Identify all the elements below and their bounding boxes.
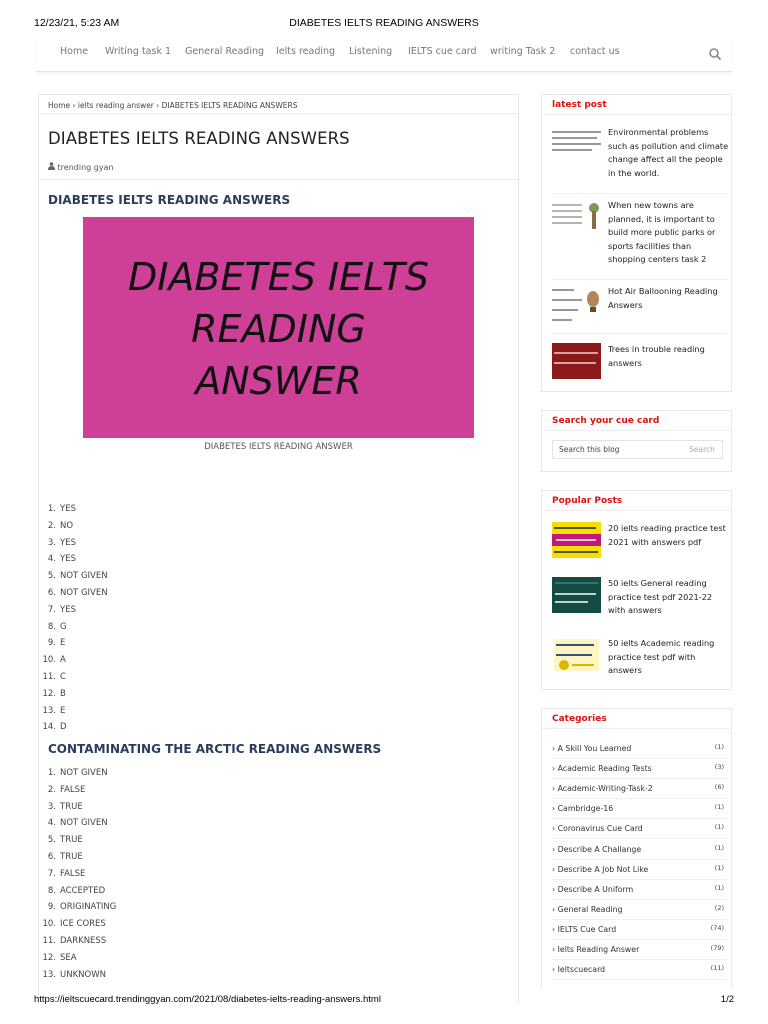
category-name[interactable] (552, 845, 641, 854)
hero-line-2: READING (191, 307, 366, 351)
category-name[interactable] (552, 764, 652, 773)
chevron-right-icon: › (552, 945, 558, 954)
category-label[interactable]: Describe A Uniform (557, 884, 634, 894)
answer-text: ORIGINATING (60, 902, 117, 913)
post-thumbnail[interactable] (552, 285, 601, 321)
print-title: DIABETES IELTS READING ANSWERS (289, 17, 479, 29)
divider (552, 333, 727, 334)
chevron-right-icon: › (552, 804, 558, 814)
answer-item (39, 919, 119, 936)
answer-number: 3. (47, 801, 56, 812)
latest-post-item[interactable] (552, 199, 727, 265)
category-label[interactable]: General Reading (557, 904, 623, 914)
category-item[interactable] (552, 900, 727, 920)
answer-number: 10. (42, 655, 56, 666)
answer-number: 6. (47, 587, 56, 598)
category-count: (1) (714, 823, 724, 832)
chevron-right-icon: › (552, 764, 558, 774)
category-item[interactable] (552, 920, 727, 940)
widget-title: Categories (552, 714, 607, 724)
category-item[interactable] (552, 779, 727, 799)
category-item[interactable] (552, 799, 727, 819)
answer-number: 12. (42, 688, 56, 699)
answer-text: ICE CORES (60, 919, 106, 930)
answer-text: E (60, 705, 66, 716)
answer-item (39, 768, 119, 785)
category-label[interactable]: A Skill You Learned (557, 744, 632, 753)
category-label[interactable]: Ieltscuecard (557, 965, 606, 975)
widget-title: latest post (552, 100, 607, 110)
post-title: DIABETES IELTS READING ANSWERS (48, 129, 350, 148)
answer-text: TRUE (60, 801, 83, 812)
nav-item-general-reading[interactable]: General Reading (185, 46, 265, 57)
category-label[interactable]: Academic Reading Tests (557, 764, 652, 774)
category-count: (1) (714, 803, 724, 812)
divider (39, 179, 518, 180)
popular-post-title[interactable]: 50 ielts Academic reading practice test pdf with answers (608, 638, 715, 676)
latest-post-item[interactable] (552, 285, 727, 325)
post-thumbnail[interactable] (552, 577, 601, 613)
answer-text: A (60, 655, 66, 666)
categories-widget (541, 708, 732, 988)
print-date: 12/23/21, 5:23 AM (34, 17, 120, 29)
latest-post-widget (541, 94, 732, 392)
category-name[interactable] (552, 965, 605, 974)
answer-item (39, 785, 119, 802)
answer-text: DARKNESS (60, 935, 107, 946)
answer-item (39, 970, 119, 987)
nav-item-home[interactable]: Home (60, 46, 89, 57)
category-label[interactable]: Cambridge-16 (557, 804, 614, 814)
category-count: (2) (714, 903, 724, 912)
search-form (552, 440, 723, 459)
popular-posts-widget (541, 490, 732, 690)
nav-item-listening[interactable]: Listening (349, 46, 393, 57)
hero-line-1: DIABETES IELTS (127, 255, 430, 299)
category-count: (79) (710, 944, 724, 952)
chevron-right-icon: › (552, 884, 558, 894)
nav-item-contact-us[interactable]: contact us (570, 46, 620, 57)
chevron-right-icon: › (552, 824, 558, 834)
answer-item (39, 538, 119, 555)
answer-number: 8. (47, 885, 56, 896)
answer-item (39, 902, 119, 919)
widget-title: Search your cue card (552, 416, 660, 426)
category-label[interactable]: Ielts Reading Answer (557, 945, 640, 954)
print-header (0, 17, 768, 31)
author-name[interactable]: trending gyan (57, 163, 114, 172)
category-item[interactable] (552, 860, 727, 880)
popular-post-item[interactable] (552, 637, 727, 679)
category-item[interactable] (552, 960, 727, 980)
popular-post-title[interactable]: 20 ielts reading practice test 2021 with answers pdf (608, 523, 726, 547)
answer-text: NOT GIVEN (60, 818, 108, 829)
answer-number: 12. (42, 952, 56, 963)
category-name[interactable] (552, 804, 613, 813)
latest-post-title[interactable]: Environmental problems such as pollution and climate change affect all the people in the world. (608, 127, 729, 178)
answer-text: YES (60, 537, 76, 548)
category-count: (6) (714, 783, 724, 792)
category-count: (74) (710, 923, 724, 932)
chevron-right-icon: › (552, 744, 558, 753)
answer-item (39, 706, 119, 723)
answer-text: YES (60, 604, 76, 615)
answer-list-diabetes (39, 504, 119, 739)
divider (552, 279, 727, 280)
widget-title: Popular Posts (552, 496, 623, 506)
answer-number: 6. (47, 851, 56, 862)
category-count: (1) (714, 843, 724, 852)
post-thumbnail[interactable] (552, 522, 601, 558)
divider (552, 193, 727, 194)
answer-number: 13. (42, 969, 56, 980)
answer-item (39, 622, 119, 639)
category-item[interactable] (552, 819, 727, 839)
answer-item (39, 953, 119, 970)
category-label[interactable]: Coronavirus Cue Card (557, 824, 643, 834)
answer-item (39, 571, 119, 588)
section-heading-arctic: CONTAMINATING THE ARCTIC READING ANSWERS (48, 742, 382, 756)
answer-text: TRUE (60, 835, 83, 846)
answer-text: E (60, 638, 66, 649)
popular-post-item[interactable] (552, 522, 727, 562)
answer-item (39, 655, 119, 672)
latest-post-title[interactable]: Trees in trouble reading answers (608, 344, 705, 368)
hero-image (83, 217, 474, 438)
category-label[interactable]: IELTS Cue Card (557, 924, 617, 934)
answer-number: 11. (42, 935, 56, 946)
answer-text: SEA (60, 952, 77, 963)
answer-item (39, 852, 119, 869)
chevron-right-icon: › (552, 924, 558, 934)
answer-item (39, 886, 119, 903)
answer-text: B (60, 688, 66, 699)
breadcrumb[interactable]: Home › ielts reading answer › DIABETES IELTS READING ANSWERS (48, 101, 298, 110)
popular-post-title[interactable]: 50 ielts General reading practice test pdf 2021-22 with answers (608, 578, 713, 616)
print-url: https://ieltscuecard.trendinggyan.com/2021/08/diabetes-ielts-reading-answers.html (34, 994, 381, 1005)
answer-item (39, 835, 119, 852)
answer-number: 5. (47, 571, 56, 582)
answer-item (39, 554, 119, 571)
search-button[interactable]: Search (682, 441, 722, 458)
category-item[interactable] (552, 759, 727, 779)
post-thumbnail[interactable] (552, 199, 601, 235)
answer-item (39, 818, 119, 835)
answer-item (39, 936, 119, 953)
category-item[interactable] (552, 739, 727, 759)
category-name[interactable] (552, 945, 639, 954)
search-widget (541, 410, 732, 472)
answer-list-arctic (39, 768, 119, 986)
top-nav (36, 38, 732, 72)
latest-post-title[interactable]: Hot Air Ballooning Reading Answers (608, 286, 718, 310)
thumbnail-text-lines (552, 129, 601, 162)
post-author (48, 162, 114, 172)
category-name[interactable] (552, 784, 653, 793)
answer-number: 2. (47, 520, 56, 531)
category-count: (1) (714, 743, 724, 751)
category-item[interactable] (552, 840, 727, 860)
category-name[interactable] (552, 744, 631, 753)
answer-number: 8. (47, 621, 56, 632)
answer-number: 2. (47, 784, 56, 795)
answer-text: D (60, 722, 67, 733)
nav-item-writing-task-1[interactable]: Writing task 1 (105, 46, 172, 57)
chevron-right-icon: › (552, 784, 558, 794)
category-item[interactable] (552, 880, 727, 900)
category-label[interactable]: Describe A Challange (557, 844, 642, 854)
answer-text: C (60, 671, 66, 682)
answer-item (39, 869, 119, 886)
chevron-right-icon: › (552, 844, 558, 854)
answer-number: 1. (47, 768, 56, 778)
nav-item-ielts-reading[interactable]: Ielts reading (276, 46, 336, 57)
popular-post-item[interactable] (552, 577, 727, 619)
category-count: (1) (714, 863, 724, 872)
answer-text: YES (60, 554, 76, 565)
hero-image-text (83, 251, 474, 407)
answer-text: G (60, 621, 67, 632)
latest-post-title[interactable]: When new towns are planned, it is important to build more public parks or sports facilities than shopping centers task 2 (608, 200, 716, 265)
hero-line-3: ANSWER (195, 359, 362, 403)
answer-number: 7. (47, 868, 56, 879)
answer-item (39, 672, 119, 689)
category-label[interactable]: Academic-Writing-Task-2 (557, 784, 653, 794)
post-content (38, 94, 519, 1004)
latest-post-item[interactable] (552, 126, 727, 178)
answer-text: NO (60, 520, 74, 531)
answer-text: NOT GIVEN (60, 768, 108, 778)
category-name[interactable] (552, 925, 616, 934)
nav-item-ielts-cue-card[interactable]: IELTS cue card (408, 46, 477, 57)
answer-text: FALSE (60, 784, 86, 795)
answer-item (39, 521, 119, 538)
category-count: (3) (714, 763, 724, 772)
answer-number: 9. (47, 638, 56, 649)
answer-item (39, 605, 119, 622)
answer-number: 14. (42, 722, 56, 733)
category-name[interactable] (552, 905, 622, 914)
chevron-right-icon: › (552, 864, 558, 874)
category-count: (11) (710, 964, 724, 973)
print-footer (0, 994, 768, 1008)
search-input[interactable] (553, 441, 683, 458)
chevron-right-icon: › (552, 965, 558, 975)
post-thumbnail[interactable] (552, 126, 601, 162)
answer-item (39, 722, 119, 739)
category-count: (1) (714, 883, 724, 892)
latest-post-item[interactable] (552, 343, 727, 383)
category-name[interactable] (552, 824, 643, 833)
answer-item (39, 638, 119, 655)
nav-item-writing-task-2[interactable]: writing Task 2 (490, 46, 556, 57)
category-name[interactable] (552, 865, 648, 874)
answer-text: TRUE (60, 851, 83, 862)
answer-text: NOT GIVEN (60, 587, 108, 598)
answer-number: 7. (47, 604, 56, 615)
answer-text: YES (60, 504, 76, 514)
answer-number: 10. (42, 919, 56, 930)
answer-item (39, 689, 119, 706)
category-item[interactable] (552, 940, 727, 960)
answer-text: ACCEPTED (60, 885, 106, 896)
answer-item (39, 802, 119, 819)
answer-item (39, 504, 119, 521)
image-caption: DIABETES IELTS READING ANSWER (204, 442, 353, 452)
answer-number: 1. (47, 504, 56, 514)
answer-number: 13. (42, 705, 56, 716)
answer-number: 3. (47, 537, 56, 548)
section-heading-diabetes: DIABETES IELTS READING ANSWERS (48, 193, 291, 207)
answer-number: 4. (47, 554, 56, 565)
chevron-right-icon: › (552, 904, 558, 914)
answer-number: 9. (47, 902, 56, 913)
answer-text: FALSE (60, 868, 86, 879)
user-icon (48, 163, 58, 172)
search-icon[interactable] (708, 46, 722, 60)
answer-item (39, 588, 119, 605)
print-page-number: 1/2 (720, 994, 734, 1005)
post-thumbnail[interactable] (552, 637, 601, 673)
answer-text: NOT GIVEN (60, 571, 108, 582)
answer-number: 5. (47, 835, 56, 846)
answer-text: UNKNOWN (60, 969, 106, 980)
category-name[interactable] (552, 885, 633, 894)
post-thumbnail[interactable] (552, 343, 601, 379)
category-label[interactable]: Describe A Job Not Like (557, 864, 649, 874)
answer-number: 4. (47, 818, 56, 829)
answer-number: 11. (42, 671, 56, 682)
